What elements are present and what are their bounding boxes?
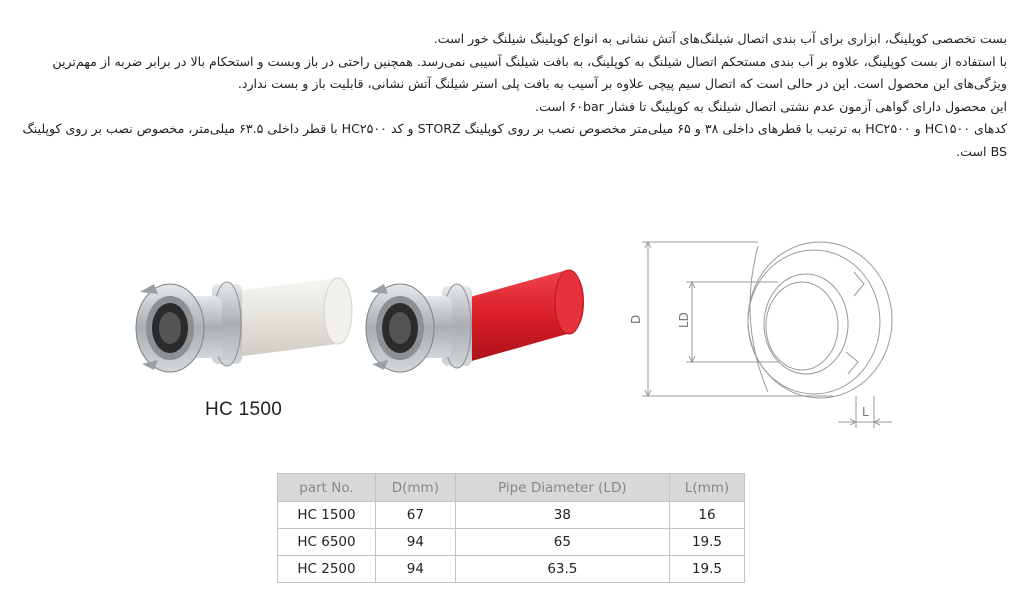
cell-d: 94 [375, 529, 455, 556]
header-part-no: part No. [278, 474, 376, 502]
dimension-label-ld: LD [677, 312, 691, 328]
header-d: D(mm) [375, 474, 455, 502]
coupling-white-hose-image [132, 262, 382, 392]
cell-pipe-diameter: 65 [455, 529, 669, 556]
description-paragraph-2: با استفاده از بست کوپلینگ، علاوه بر آب بندی مستحکم اتصال شیلنگ به کوپلینگ، به بافت شیلنگ آسیبی نمی‌رسد. همچنین راحتی در باز وبست و استحکام بالا در برابر ضربه از مهم‌ترین ویژگی‌های این محصول است. این در حالی است که اتصال سیم پیچی علاوه بر آسیب به بافت پلی استر شیلنگ آتش نشانی، قابلیت باز و بست ندارد. [52, 53, 1007, 92]
cell-part-no: HC 1500 [278, 502, 376, 529]
cell-pipe-diameter: 63.5 [455, 556, 669, 583]
description-paragraph-4: کدهای HC۱۵۰۰ و HC۲۵۰۰ به ترتیب با قطرهای داخلی ۳۸ و ۶۵ میلی‌متر مخصوص نصب بر روی کوپلینگ STORZ و کد HC۲۵۰۰ با قطر داخلی ۶۳.۵ میلی‌متر، مخصوص نصب بر روی کوپلینگ BS است. [22, 121, 1007, 159]
cell-l: 19.5 [669, 556, 744, 583]
coupling-red-hose-image [362, 262, 602, 392]
dimension-label-l: L [862, 405, 869, 419]
cell-d: 67 [375, 502, 455, 529]
cell-pipe-diameter: 38 [455, 502, 669, 529]
header-l: L(mm) [669, 474, 744, 502]
product-description [17, 28, 1007, 164]
cell-d: 94 [375, 556, 455, 583]
table-row [278, 556, 745, 583]
description-paragraph-3: این محصول دارای گواهی آزمون عدم نشتی اتصال شیلنگ به کوپلینگ تا فشار ۶۰bar است. [535, 98, 1007, 114]
header-pipe-diameter: Pipe Diameter (LD) [455, 474, 669, 502]
cell-part-no: HC 6500 [278, 529, 376, 556]
cell-l: 19.5 [669, 529, 744, 556]
table-row [278, 529, 745, 556]
dimension-label-d: D [629, 314, 643, 324]
cell-l: 16 [669, 502, 744, 529]
table-header-row [278, 474, 745, 502]
product-code-label: HC 1500 [205, 399, 283, 420]
clamp-dimension-diagram [628, 232, 908, 432]
description-paragraph-1: بست تخصصی کوپلینگ، ابزاری برای آب بندی اتصال شیلنگ‌های آتش نشانی به انواع کوپلینگ شیلنگ خور است. [433, 31, 1007, 46]
specifications-table [277, 473, 745, 583]
table-row [278, 502, 745, 529]
cell-part-no: HC 2500 [278, 556, 376, 583]
